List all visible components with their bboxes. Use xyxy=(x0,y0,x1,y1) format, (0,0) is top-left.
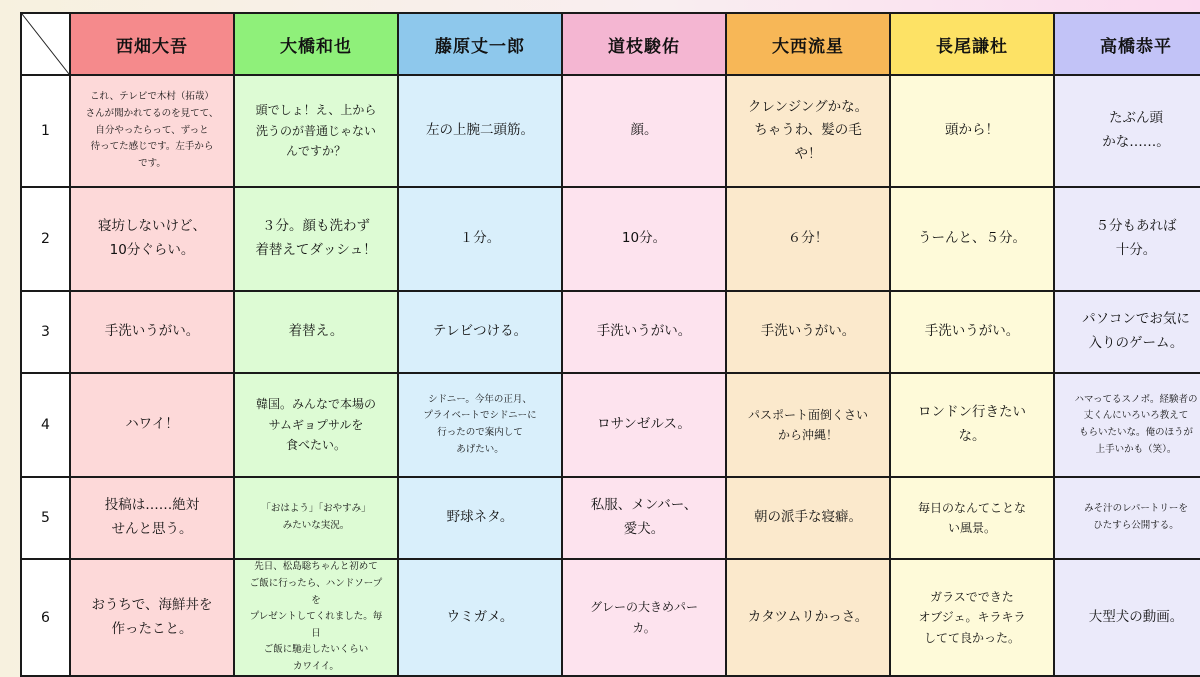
table-cell: 寝坊しないけど、 10分ぐらい。 xyxy=(71,188,233,290)
column-header: 道枝駿佑 xyxy=(563,14,725,74)
table-cell: 朝の派手な寝癖。 xyxy=(727,478,889,558)
table-cell: ６分！ xyxy=(727,188,889,290)
table-cell: 野球ネタ。 xyxy=(399,478,561,558)
table-cell: パソコンでお気に 入りのゲーム。 xyxy=(1055,292,1200,372)
table-cell: パスポート面倒くさい から沖縄！ xyxy=(727,374,889,476)
table-cell: 「おはよう」「おやすみ」 みたいな実況。 xyxy=(235,478,397,558)
table-cell: ロサンゼルス。 xyxy=(563,374,725,476)
table-cell: 大型犬の動画。 xyxy=(1055,560,1200,675)
table-cell: ５分もあれば 十分。 xyxy=(1055,188,1200,290)
table-cell: 左の上腕二頭筋。 xyxy=(399,76,561,186)
column-header: 高橋恭平 xyxy=(1055,14,1200,74)
column-header: 西畑大吾 xyxy=(71,14,233,74)
table-cell: たぶん頭 かな……。 xyxy=(1055,76,1200,186)
column-header: 大橋和也 xyxy=(235,14,397,74)
table-cell: うーんと、５分。 xyxy=(891,188,1053,290)
table-cell: 手洗いうがい。 xyxy=(71,292,233,372)
table-cell: 着替え。 xyxy=(235,292,397,372)
corner-cell xyxy=(22,14,69,74)
diagonal-line xyxy=(22,14,69,74)
row-number: 2 xyxy=(22,188,69,290)
table-cell: 投稿は……絶対 せんと思う。 xyxy=(71,478,233,558)
table-cell: テレビつける。 xyxy=(399,292,561,372)
table-cell: ハワイ！ xyxy=(71,374,233,476)
table-cell: ウミガメ。 xyxy=(399,560,561,675)
table-cell: 手洗いうがい。 xyxy=(891,292,1053,372)
table-cell: ロンドン行きたい な。 xyxy=(891,374,1053,476)
table-cell: 手洗いうがい。 xyxy=(727,292,889,372)
table-cell: 頭から！ xyxy=(891,76,1053,186)
table-cell: 頭でしょ！え、上から 洗うのが普通じゃない んですか？ xyxy=(235,76,397,186)
table-cell: ガラスでできた オブジェ。キラキラ してて良かった。 xyxy=(891,560,1053,675)
table-cell: みそ汁のレパートリーを ひたすら公開する。 xyxy=(1055,478,1200,558)
table-cell: 先日、松島聡ちゃんと初めて ご飯に行ったら、ハンドソープを プレゼントしてくれました。毎日 ご飯に馳走したいくらい カワイイ。 xyxy=(235,560,397,675)
table-cell: 韓国。みんなで本場の サムギョプサルを 食べたい。 xyxy=(235,374,397,476)
table-cell: ３分。顔も洗わず 着替えてダッシュ！ xyxy=(235,188,397,290)
table-cell: 私服、メンバー、 愛犬。 xyxy=(563,478,725,558)
table-cell: 毎日のなんてことな い風景。 xyxy=(891,478,1053,558)
table-cell: 顔。 xyxy=(563,76,725,186)
table-cell: 手洗いうがい。 xyxy=(563,292,725,372)
table-cell: クレンジングかな。 ちゃうわ、髪の毛 や！ xyxy=(727,76,889,186)
table-cell: カタツムリかっさ。 xyxy=(727,560,889,675)
column-header: 大西流星 xyxy=(727,14,889,74)
table-cell: シドニー。今年の正月、 プライベートでシドニーに 行ったので案内して あげたい。 xyxy=(399,374,561,476)
column-header: 藤原丈一郎 xyxy=(399,14,561,74)
table-cell: 10分。 xyxy=(563,188,725,290)
row-number: 5 xyxy=(22,478,69,558)
row-number: 1 xyxy=(22,76,69,186)
answer-table xyxy=(20,12,1200,677)
table-cell: グレーの大きめパー カ。 xyxy=(563,560,725,675)
row-number: 4 xyxy=(22,374,69,476)
table-cell: １分。 xyxy=(399,188,561,290)
row-number: 3 xyxy=(22,292,69,372)
row-number: 6 xyxy=(22,560,69,675)
table-cell: おうちで、海鮮丼を 作ったこと。 xyxy=(71,560,233,675)
column-header: 長尾謙杜 xyxy=(891,14,1053,74)
table-cell: これ、テレビで木村（拓哉） さんが聞かれてるのを見てて、 自分やったらって、ずっと 待ってた感じです。左手から です。 xyxy=(71,76,233,186)
table-cell: ハマってるスノボ。経験者の 丈くんにいろいろ教えて もらいたいな。俺のほうが 上手いかも（笑）。 xyxy=(1055,374,1200,476)
